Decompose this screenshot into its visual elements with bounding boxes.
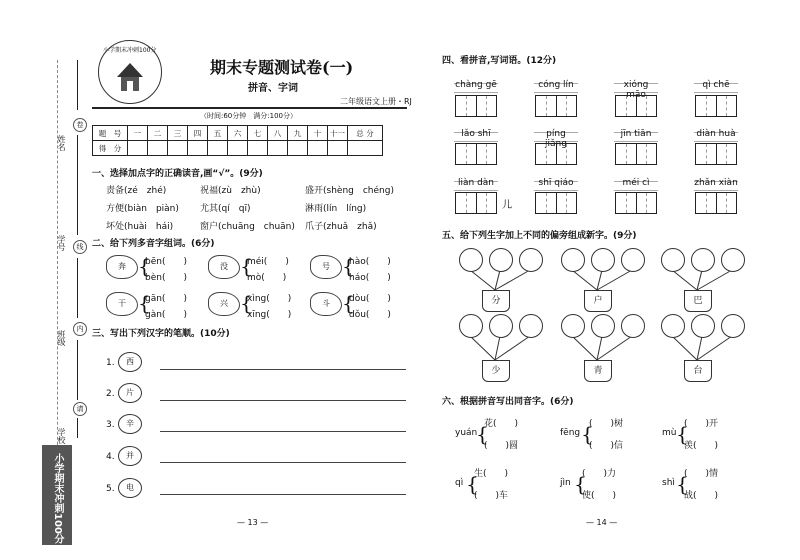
flower-pot: 户 [584, 290, 612, 312]
polyphone-reading: hào( ) [349, 257, 391, 267]
q4-heading: 四、看拼音,写词语。(12分) [442, 56, 557, 66]
pinyin-text: diàn huà [696, 129, 736, 139]
pinyin-text: píng jiǎng [545, 129, 567, 149]
page-number-right: — 14 — [586, 518, 618, 527]
suffix-char: 儿 [502, 200, 512, 211]
q6-heading: 六、根据拼音写出同音字。(6分) [442, 397, 574, 407]
stroke-item-number: 5. [106, 484, 115, 494]
score-header-cell: 十一 [328, 126, 348, 141]
fish-char-icon: 兴 [208, 292, 240, 316]
homophone-pinyin: mù [662, 428, 677, 438]
score-header-cell: 总 分 [348, 126, 383, 141]
score-header-cell: 四 [188, 126, 208, 141]
pinyin-text: qì chē [702, 80, 730, 90]
polyphone-reading: mò( ) [247, 273, 287, 283]
page-title: 期末专题测试卷(一) [210, 58, 354, 77]
q1-item: 爪子(zhuǎ zhǎ) [305, 222, 377, 232]
q1-item: 淋雨(lín líng) [305, 204, 367, 214]
pinyin-text: xióng māo [623, 80, 649, 100]
homophone-blank: 使( ) [582, 491, 617, 501]
polyphone-reading: gān( ) [145, 294, 187, 304]
brace-icon: { [676, 472, 689, 496]
pinyin-text: liàn dàn [457, 178, 494, 188]
flower-icon [661, 314, 685, 338]
stroke-char-badge: 片 [118, 383, 142, 403]
q1-item: 方便(biàn piàn) [106, 204, 179, 214]
q2-heading: 二、给下列多音字组词。(6分) [92, 239, 215, 249]
brace-icon: { [138, 254, 151, 278]
flower-pot: 青 [584, 360, 612, 382]
brace-icon: { [574, 472, 587, 496]
brace-icon: { [581, 422, 594, 446]
score-header-cell: 五 [208, 126, 228, 141]
polyphone-reading: gàn( ) [145, 310, 187, 320]
stroke-char-badge: 辛 [118, 414, 142, 434]
fish-char-icon: 号 [310, 255, 342, 279]
score-header-cell: 三 [168, 126, 188, 141]
flower-icon [621, 314, 645, 338]
flower-icon [591, 314, 615, 338]
flower-icon [489, 248, 513, 272]
student-id-field-label: 学号 [57, 235, 66, 251]
flower-icon [519, 248, 543, 272]
pinyin-text: jīn tiān [620, 129, 652, 139]
homophone-blank: ( )车 [474, 491, 509, 501]
class-field-label: 班级 [57, 330, 66, 346]
flower-icon [519, 314, 543, 338]
homophone-pinyin: shì [662, 478, 675, 488]
homophone-blank: ( )力 [582, 469, 617, 479]
flower-icon [561, 248, 585, 272]
seal-circle: 内 [73, 322, 87, 336]
stroke-char-badge: 电 [118, 478, 142, 498]
flower-icon [621, 248, 645, 272]
polyphone-reading: bēn( ) [145, 257, 187, 267]
flower-pot: 台 [684, 360, 712, 382]
stroke-item-number: 3. [106, 420, 115, 430]
score-header-cell: 二 [148, 126, 168, 141]
homophone-blank: ( )圆 [484, 441, 519, 451]
seal-circle: 线 [73, 240, 87, 254]
brace-icon: { [676, 422, 689, 446]
homophone-blank: 花( ) [484, 419, 519, 429]
homophone-pinyin: qì [455, 478, 464, 488]
polyphone-reading: háo( ) [349, 273, 391, 283]
homophone-blank: ( )树 [589, 419, 624, 429]
q1-item: 祝福(zù zhù) [200, 186, 261, 196]
flower-pot: 巴 [684, 290, 712, 312]
brace-icon: { [476, 422, 489, 446]
homophone-blank: 战( ) [684, 491, 719, 501]
score-header-cell: 十 [308, 126, 328, 141]
score-header-cell: 一 [128, 126, 148, 141]
pinyin-text: lǎo shī [461, 129, 491, 139]
stroke-item-number: 1. [106, 358, 115, 368]
polyphone-reading: dǒu( ) [349, 310, 391, 320]
time-note: （时间:60分钟 满分:100分） [200, 112, 297, 120]
flower-icon [459, 314, 483, 338]
homophone-blank: ( )信 [589, 441, 624, 451]
flower-icon [691, 314, 715, 338]
homophone-pinyin: jìn [560, 478, 571, 488]
page-subtitle: 拼音、字词 [248, 83, 298, 94]
flower-icon [661, 248, 685, 272]
brace-icon: { [240, 254, 253, 278]
fish-char-icon: 干 [106, 292, 138, 316]
pinyin-text: chàng gē [455, 80, 497, 90]
pinyin-text: méi cì [622, 178, 650, 188]
q1-heading: 一、选择加点字的正确读音,画“√”。(9分) [92, 169, 263, 179]
score-header-cell: 六 [228, 126, 248, 141]
polyphone-reading: xīng( ) [247, 310, 292, 320]
polyphone-reading: méi( ) [247, 257, 289, 267]
fish-char-icon: 没 [208, 255, 240, 279]
seal-circle: 卷 [73, 118, 87, 132]
side-tab: 小学期末冲刺100分 [42, 445, 72, 545]
brace-icon: { [138, 291, 151, 315]
homophone-blank: 羡( ) [684, 441, 719, 451]
brace-icon: { [240, 291, 253, 315]
homophone-blank: ( )开 [684, 419, 719, 429]
score-row-label: 得 分 [93, 141, 128, 156]
homophone-blank: ( )情 [684, 469, 719, 479]
fish-char-icon: 斗 [310, 292, 342, 316]
flower-pot: 分 [482, 290, 510, 312]
pinyin-text: zhǎn xiàn [694, 178, 738, 188]
q3-heading: 三、写出下列汉字的笔顺。(10分) [92, 329, 230, 339]
score-header-cell: 九 [288, 126, 308, 141]
stroke-item-number: 2. [106, 389, 115, 399]
homophone-blank: 生( ) [474, 469, 509, 479]
flower-icon [721, 314, 745, 338]
score-header-cell: 八 [268, 126, 288, 141]
brace-icon: { [342, 291, 355, 315]
grade-label: 二年级语文上册・RJ [340, 97, 412, 106]
name-field-label: 姓名 [57, 135, 66, 151]
score-header-cell: 七 [248, 126, 268, 141]
q1-item: 坏处(huài hái) [106, 222, 174, 232]
polyphone-reading: dòu( ) [349, 294, 391, 304]
page-number-left: — 13 — [237, 518, 269, 527]
flower-icon [459, 248, 483, 272]
seal-circle: 请 [73, 402, 87, 416]
stroke-item-number: 4. [106, 452, 115, 462]
pinyin-text: cóng lín [538, 80, 574, 90]
q1-item: 盛开(shèng chéng) [305, 186, 394, 196]
q1-item: 窗户(chuāng chuān) [200, 222, 295, 232]
q1-item: 尤其(qí qī) [200, 204, 251, 214]
brace-icon: { [466, 472, 479, 496]
q5-heading: 五、给下列生字加上不同的偏旁组成新字。(9分) [442, 231, 637, 241]
flower-icon [691, 248, 715, 272]
brace-icon: { [342, 254, 355, 278]
flower-icon [561, 314, 585, 338]
polyphone-reading: bèn( ) [145, 273, 187, 283]
score-header-cell: 题 号 [93, 126, 128, 141]
homophone-pinyin: fēng [560, 428, 581, 438]
fish-char-icon: 奔 [106, 255, 138, 279]
flower-icon [721, 248, 745, 272]
stroke-char-badge: 西 [118, 352, 142, 372]
flower-icon [591, 248, 615, 272]
homophone-pinyin: yuán [455, 428, 478, 438]
q1-item: 责备(zé zhé) [106, 186, 167, 196]
polyphone-reading: xìng( ) [247, 294, 292, 304]
school-field-label: 学校 [57, 428, 66, 444]
flower-pot: 少 [482, 360, 510, 382]
pinyin-text: shī qiáo [538, 178, 574, 188]
stroke-char-badge: 并 [118, 446, 142, 466]
flower-icon [489, 314, 513, 338]
badge-text: 小学期末冲刺100分 [103, 47, 157, 54]
